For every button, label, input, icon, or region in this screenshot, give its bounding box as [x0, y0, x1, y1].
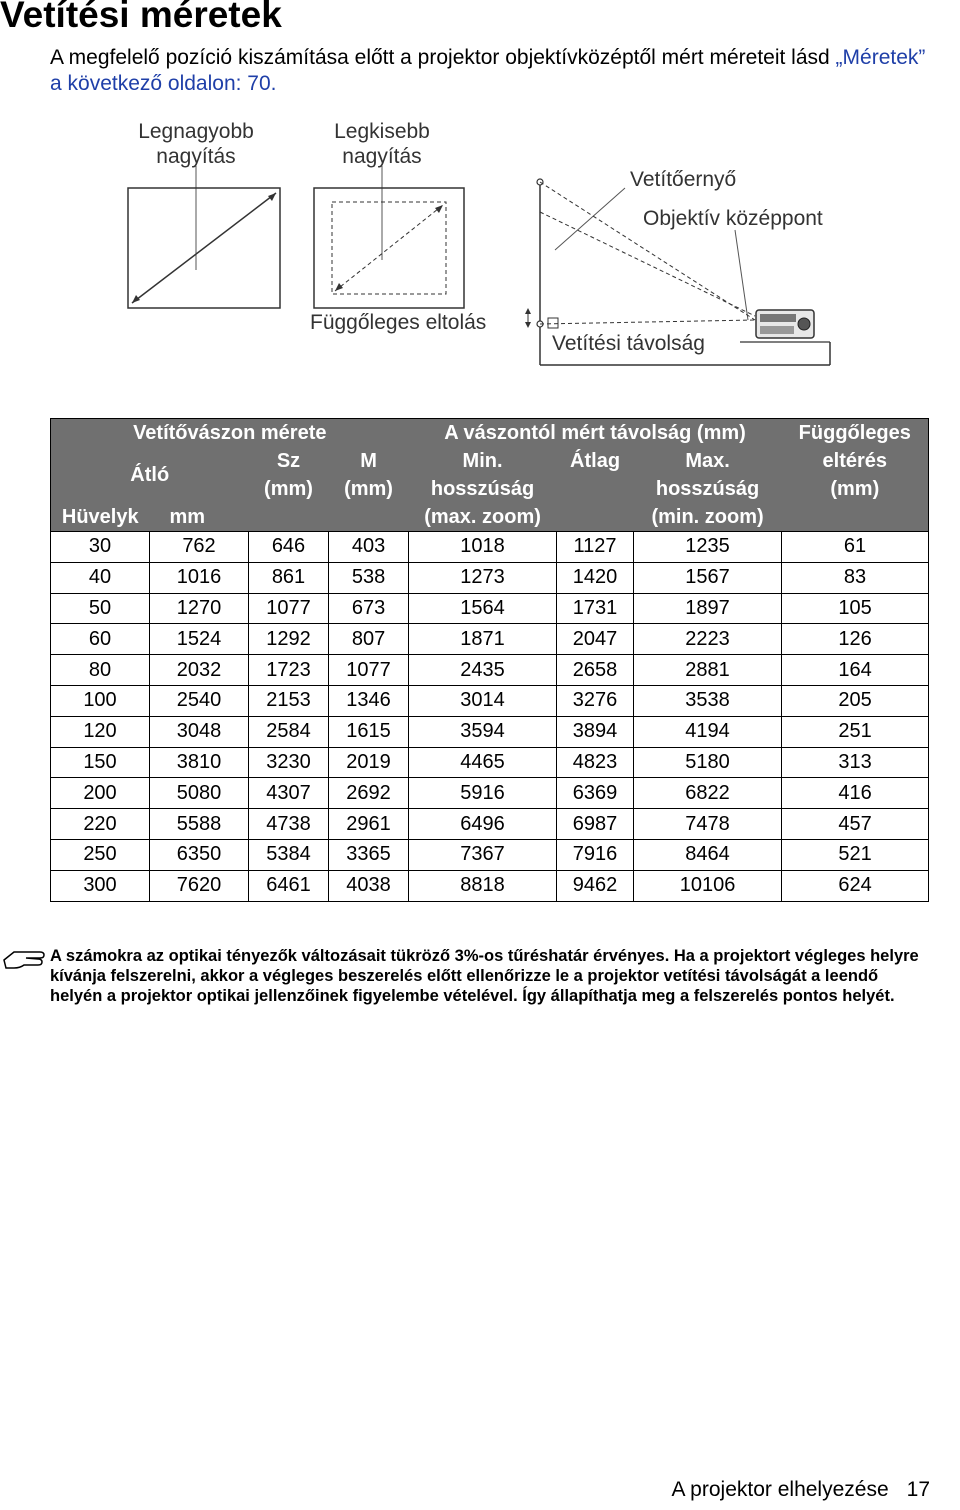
table-row: [51, 747, 929, 778]
table-cell: 7367: [409, 839, 557, 870]
note-text: A számokra az optikai tényezők változásait tükröző 3%-os tűréshatár érvényes. Ha a projektort végleges helyre kívánja felszerelni, akkor a végleges beszerelés előtt ellenőrizze le a projektor vetítési távolságát a leendő helyén a projektor optikai jellenzőinek figyelembe vételével. Így állapíthatja meg a felszerelés pontos helyét.: [50, 947, 919, 1005]
table-cell: 6822: [634, 778, 782, 809]
table-row: [51, 562, 929, 593]
table-cell: 3894: [557, 716, 634, 747]
header-inch: Hüvelyk: [51, 503, 150, 532]
table-cell: 300: [51, 870, 150, 901]
table-cell: 538: [329, 562, 409, 593]
table-cell: 762: [150, 532, 249, 563]
table-row: [51, 655, 929, 686]
table-cell: 5180: [634, 747, 782, 778]
header-min-zoom: (min. zoom): [634, 503, 782, 532]
table-cell: 30: [51, 532, 150, 563]
table-row: [51, 593, 929, 624]
label-max-zoom-line2: nagyítás: [156, 145, 236, 168]
table-cell: 1077: [329, 655, 409, 686]
table-cell: 2435: [409, 655, 557, 686]
table-cell: 120: [51, 716, 150, 747]
table-row: [51, 809, 929, 840]
table-cell: 6369: [557, 778, 634, 809]
table-cell: 4465: [409, 747, 557, 778]
table-cell: 3594: [409, 716, 557, 747]
table-cell: 126: [782, 624, 929, 655]
table-cell: 251: [782, 716, 929, 747]
label-min-zoom-line1: Legkisebb: [334, 120, 430, 143]
table-cell: 1018: [409, 532, 557, 563]
table-cell: 1235: [634, 532, 782, 563]
header-height: [329, 447, 409, 503]
table-cell: 3810: [150, 747, 249, 778]
table-cell: 313: [782, 747, 929, 778]
projection-size-table: [50, 418, 929, 902]
table-cell: 1567: [634, 562, 782, 593]
table-cell: 7620: [150, 870, 249, 901]
table-cell: 3276: [557, 685, 634, 716]
table-cell: 1723: [249, 655, 329, 686]
table-cell: 1615: [329, 716, 409, 747]
table-cell: 4307: [249, 778, 329, 809]
table-cell: 2019: [329, 747, 409, 778]
header-max-1: Max.: [685, 450, 730, 472]
note-hand-icon: [2, 946, 48, 972]
table-cell: 8464: [634, 839, 782, 870]
table-cell: 7916: [557, 839, 634, 870]
table-cell: 1897: [634, 593, 782, 624]
table-cell: 220: [51, 809, 150, 840]
table-cell: 6461: [249, 870, 329, 901]
table-cell: 2584: [249, 716, 329, 747]
table-row: [51, 839, 929, 870]
table-cell: 646: [249, 532, 329, 563]
table-row: [51, 685, 929, 716]
table-row: [51, 716, 929, 747]
table-row: [51, 532, 929, 563]
table-cell: 105: [782, 593, 929, 624]
projector-icon: [756, 310, 814, 338]
table-cell: 2032: [150, 655, 249, 686]
table-cell: 61: [782, 532, 929, 563]
page-number: 17: [906, 1478, 930, 1501]
table-cell: 673: [329, 593, 409, 624]
table-cell: 1731: [557, 593, 634, 624]
header-min-1: Min.: [462, 450, 503, 472]
header-max-zoom: (max. zoom): [409, 503, 557, 532]
header-width-2: (mm): [264, 478, 313, 500]
header-vertical-offset: [782, 447, 929, 503]
label-projection-distance: Vetítési távolság: [552, 332, 705, 355]
table-cell: 7478: [634, 809, 782, 840]
table-cell: 1346: [329, 685, 409, 716]
table-cell: 60: [51, 624, 150, 655]
table-cell: 2961: [329, 809, 409, 840]
header-height-2: (mm): [344, 478, 393, 500]
table-cell: 3365: [329, 839, 409, 870]
table-cell: 5384: [249, 839, 329, 870]
label-max-zoom-line1: Legnagyobb: [138, 120, 254, 143]
table-cell: 1016: [150, 562, 249, 593]
table-cell: 200: [51, 778, 150, 809]
table-cell: 6350: [150, 839, 249, 870]
table-cell: 83: [782, 562, 929, 593]
table-cell: 250: [51, 839, 150, 870]
label-vertical-offset: Függőleges eltolás: [310, 311, 487, 334]
table-cell: 2540: [150, 685, 249, 716]
table-cell: 3230: [249, 747, 329, 778]
table-cell: 2881: [634, 655, 782, 686]
table-cell: 4194: [634, 716, 782, 747]
header-height-1: M: [360, 450, 377, 472]
table-row: [51, 778, 929, 809]
table-cell: 50: [51, 593, 150, 624]
table-cell: 6496: [409, 809, 557, 840]
header-diagonal: Átló: [51, 447, 249, 503]
table-row: [51, 624, 929, 655]
table-cell: 1270: [150, 593, 249, 624]
intro-paragraph: [50, 45, 930, 97]
table-cell: 2223: [634, 624, 782, 655]
table-cell: 2692: [329, 778, 409, 809]
header-average: Átlag: [557, 447, 634, 503]
table-cell: 4823: [557, 747, 634, 778]
header-width-1: Sz: [276, 450, 301, 472]
header-vertical-1: Függőleges: [782, 419, 929, 448]
table-cell: 2658: [557, 655, 634, 686]
header-vertical-3: (mm): [830, 478, 880, 500]
header-max-length: [634, 447, 782, 503]
table-cell: 10106: [634, 870, 782, 901]
table-cell: 2153: [249, 685, 329, 716]
label-screen: Vetítőernyő: [630, 168, 737, 191]
header-mm: mm: [150, 503, 249, 532]
table-cell: 1273: [409, 562, 557, 593]
table-cell: 150: [51, 747, 150, 778]
footer-title: A projektor elhelyezése: [671, 1478, 889, 1501]
table-cell: 416: [782, 778, 929, 809]
header-max-2: hosszúság: [655, 478, 760, 500]
page-footer: [654, 1478, 931, 1502]
table-cell: 8818: [409, 870, 557, 901]
table-cell: 4038: [329, 870, 409, 901]
table-cell: 5916: [409, 778, 557, 809]
table-cell: 4738: [249, 809, 329, 840]
table-cell: 164: [782, 655, 929, 686]
table-cell: 1077: [249, 593, 329, 624]
table-cell: 1524: [150, 624, 249, 655]
header-screen-size: Vetítővászon mérete: [51, 419, 409, 448]
table-cell: 3538: [634, 685, 782, 716]
table-cell: 5588: [150, 809, 249, 840]
table-cell: 205: [782, 685, 929, 716]
header-vertical-2: eltérés: [822, 450, 888, 472]
table-cell: 3014: [409, 685, 557, 716]
intro-text: A megfelelő pozíció kiszámítása előtt a projektor objektívközéptől mért méreteit lásd: [50, 46, 836, 69]
page-title: Vetítési méretek: [0, 0, 282, 35]
header-width: [249, 447, 329, 503]
table-cell: 1564: [409, 593, 557, 624]
table-row: [51, 870, 929, 901]
table-cell: 457: [782, 809, 929, 840]
table-cell: 6987: [557, 809, 634, 840]
table-cell: 9462: [557, 870, 634, 901]
table-cell: 807: [329, 624, 409, 655]
table-cell: 80: [51, 655, 150, 686]
table-cell: 624: [782, 870, 929, 901]
dimensions-link[interactable]: „Méretek” a következő oldalon: 70.: [50, 46, 926, 95]
table-cell: 1292: [249, 624, 329, 655]
projection-diagram: [0, 110, 960, 375]
label-lens-center: Objektív középpont: [643, 207, 823, 230]
table-cell: 403: [329, 532, 409, 563]
table-cell: 3048: [150, 716, 249, 747]
header-min-2: hosszúság: [430, 478, 535, 500]
table-cell: 861: [249, 562, 329, 593]
table-cell: 1871: [409, 624, 557, 655]
table-cell: 40: [51, 562, 150, 593]
table-cell: 100: [51, 685, 150, 716]
table-cell: 2047: [557, 624, 634, 655]
header-min-length: [409, 447, 557, 503]
table-cell: 5080: [150, 778, 249, 809]
table-cell: 1127: [557, 532, 634, 563]
label-min-zoom-line2: nagyítás: [342, 145, 422, 168]
header-distance: A vászontól mért távolság (mm): [409, 419, 782, 448]
table-cell: 521: [782, 839, 929, 870]
table-cell: 1420: [557, 562, 634, 593]
